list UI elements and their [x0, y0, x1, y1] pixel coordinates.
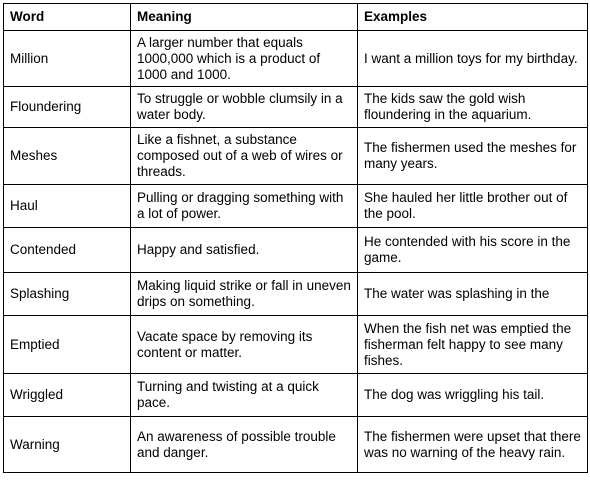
meaning-cell: To struggle or wobble clumsily in a water body.: [131, 87, 358, 128]
example-cell: The kids saw the gold wish floundering in the aquarium.: [358, 87, 588, 128]
meaning-cell: A larger number that equals 1000,000 which is a product of 1000 and 1000.: [131, 31, 358, 87]
vocabulary-table: [3, 3, 588, 473]
word-cell: Floundering: [4, 87, 131, 128]
word-cell: Warning: [4, 417, 131, 473]
meaning-cell: Vacate space by removing its content or matter.: [131, 316, 358, 374]
meaning-cell: Like a fishnet, a substance composed out of a web of wires or threads.: [131, 128, 358, 185]
header-examples: Examples: [358, 4, 588, 31]
example-cell: The fishermen used the meshes for many years.: [358, 128, 588, 185]
table-row: [4, 273, 588, 316]
example-cell: He contended with his score in the game.: [358, 228, 588, 273]
table-row: [4, 316, 588, 374]
meaning-cell: Turning and twisting at a quick pace.: [131, 374, 358, 417]
word-cell: Emptied: [4, 316, 131, 374]
example-cell: She hauled her little brother out of the pool.: [358, 185, 588, 228]
table-row: [4, 417, 588, 473]
word-cell: Meshes: [4, 128, 131, 185]
meaning-cell: An awareness of possible trouble and danger.: [131, 417, 358, 473]
meaning-cell: Pulling or dragging something with a lot of power.: [131, 185, 358, 228]
table-header: [4, 4, 588, 31]
meaning-cell: Happy and satisfied.: [131, 228, 358, 273]
table-row: [4, 31, 588, 87]
example-cell: When the fish net was emptied the fisherman felt happy to see many fishes.: [358, 316, 588, 374]
table-row: [4, 374, 588, 417]
word-cell: Contended: [4, 228, 131, 273]
header-word: Word: [4, 4, 131, 31]
table-row: [4, 87, 588, 128]
meaning-cell: Making liquid strike or fall in uneven drips on something.: [131, 273, 358, 316]
table-body: [4, 31, 588, 473]
word-cell: Wriggled: [4, 374, 131, 417]
example-cell: The water was splashing in the: [358, 273, 588, 316]
table-row: [4, 185, 588, 228]
example-cell: The fishermen were upset that there was no warning of the heavy rain.: [358, 417, 588, 473]
header-meaning: Meaning: [131, 4, 358, 31]
table-row: [4, 128, 588, 185]
example-cell: I want a million toys for my birthday.: [358, 31, 588, 87]
example-cell: The dog was wriggling his tail.: [358, 374, 588, 417]
table-row: [4, 228, 588, 273]
header-row: [4, 4, 588, 31]
word-cell: Haul: [4, 185, 131, 228]
word-cell: Splashing: [4, 273, 131, 316]
word-cell: Million: [4, 31, 131, 87]
